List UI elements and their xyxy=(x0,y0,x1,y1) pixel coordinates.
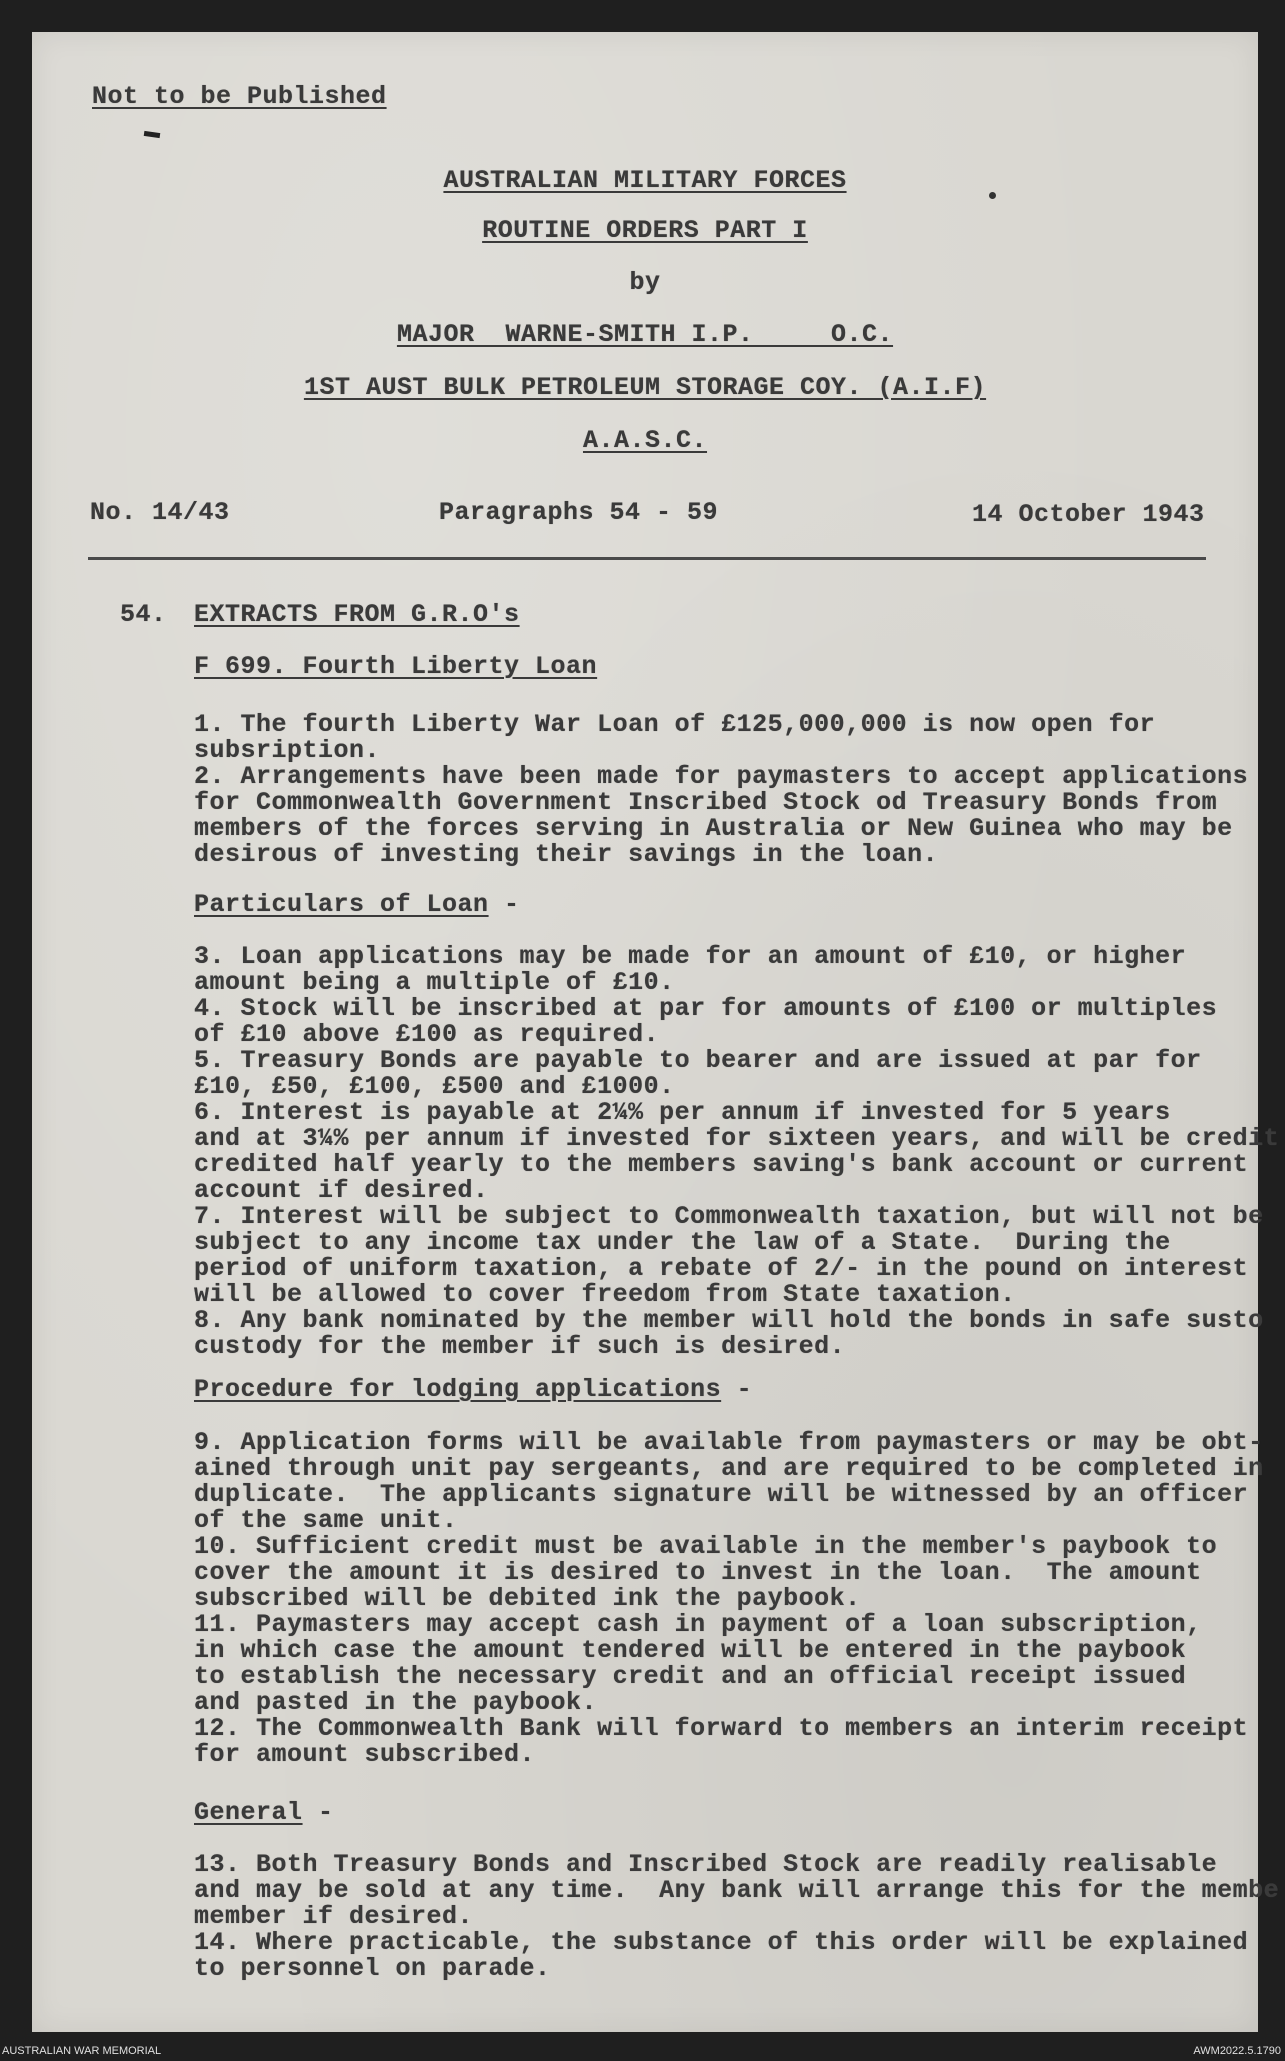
paragraph-number: 54. xyxy=(120,600,167,629)
title-line-1: AUSTRALIAN MILITARY FORCES xyxy=(443,166,847,195)
order-date: 14 October 1943 xyxy=(972,500,1205,529)
paragraph-range: Paragraphs 54 - 59 xyxy=(439,498,719,527)
general-heading: General - xyxy=(194,1798,334,1827)
loan-subheading: F 699. Fourth Liberty Loan xyxy=(194,652,598,681)
general-text: 13. Both Treasury Bonds and Inscribed Stock are readily realisable and may be sold at any time. Any bank will arrange this for the membe member if desired. 14. Where practicable, the substance of this order will be explained to personnel on parade. xyxy=(194,1850,1280,1983)
horizontal-rule xyxy=(88,557,1206,560)
archive-name: AUSTRALIAN WAR MEMORIAL xyxy=(2,2045,162,2057)
officer-line: MAJOR WARNE-SMITH I.P. O.C. xyxy=(396,320,894,349)
ink-mark xyxy=(144,131,161,138)
section-heading: EXTRACTS FROM G.R.O's xyxy=(194,600,520,629)
loan-intro-text: 1. The fourth Liberty War Loan of £125,000,000 is now open for subsription. 2. Arrangements have been made for paymasters to accept applications for Commonwealth Government Inscribed Stock od Treasury Bonds from members of the forces serving in Australia or New Guinea who may be desirous of investing their savings in the loan. xyxy=(194,710,1249,869)
not-published-note: Not to be Published xyxy=(92,82,387,111)
procedure-text: 9. Application forms will be available from paymasters or may be obt- ained through unit pay sergeants, and are required to be completed in duplicate. The applicants signature will be witnessed by an officer of the same unit. 10. Sufficient credit must be available in the member's paybook to cover the amount it is desired to invest in the loan. The amount subscribed will be debited ink the paybook. 11. Paymasters may accept cash in payment of a loan subscription, in which case the amount tendered will be entered in the paybook to establish the necessary credit and an official receipt issued and pasted in the paybook. 12. The Commonwealth Bank will forward to members an interim receipt for amount subscribed. xyxy=(194,1428,1264,1769)
archive-footer xyxy=(0,2041,1285,2061)
by-line: by xyxy=(629,268,661,297)
particulars-heading: Particulars of Loan - xyxy=(194,890,520,919)
corps-line: A.A.S.C. xyxy=(582,426,708,455)
particulars-text: 3. Loan applications may be made for an amount of £10, or higher amount being a multiple of £10. 4. Stock will be inscribed at par for amounts of £100 or multiples of £10 above £100 as required. 5. Treasury Bonds are payable to bearer and are issued at par for £10, £50, £100, £500 and £1000. 6. Interest is payable at 2¼% per annum if invested for 5 years and at 3¼% per annum if invested for sixteen years, and will be credit credited half yearly to the members saving's bank account or current account if desired. 7. Interest will be subject to Commonwealth taxation, but will not be subject to any income tax under the law of a State. During the period of uniform taxation, a rebate of 2/- in the pound on interest will be allowed to cover freedom from State taxation. 8. Any bank nominated by the member will hold the bonds in safe susto custody for the member if such is desired. xyxy=(194,942,1280,1361)
unit-line: 1ST AUST BULK PETROLEUM STORAGE COY. (A.I.F) xyxy=(303,373,987,402)
order-number: No. 14/43 xyxy=(90,498,230,527)
document-page xyxy=(32,32,1280,2032)
archive-reference: AWM2022.5.1790 xyxy=(1193,2045,1281,2057)
title-line-2: ROUTINE ORDERS PART I xyxy=(482,216,808,245)
procedure-heading: Procedure for lodging applications - xyxy=(194,1375,753,1404)
